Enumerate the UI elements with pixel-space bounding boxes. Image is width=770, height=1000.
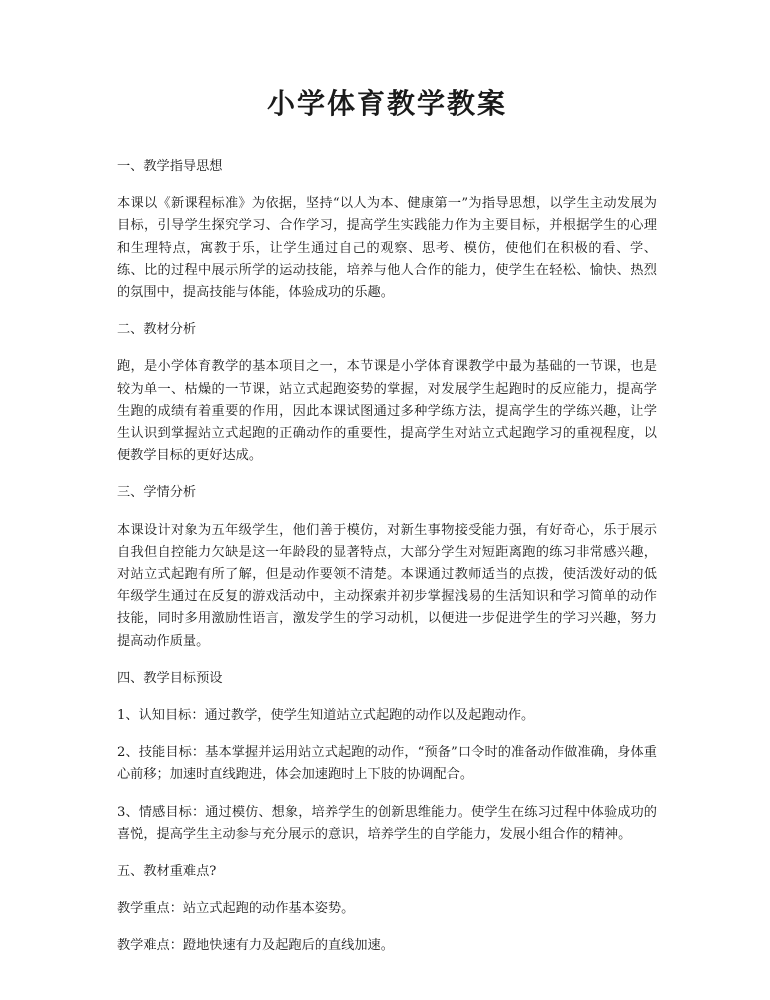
- document-page: [117, 78, 657, 973]
- section-heading-material-analysis: 二、教材分析: [117, 322, 197, 338]
- document-title: 小学体育教学教案: [266, 87, 507, 120]
- section-heading-guiding-ideology: 一、教学指导思想: [117, 159, 223, 174]
- section-heading-key-points: 五、教材重难点?: [117, 864, 217, 880]
- paragraph-skill-goal: 2、技能目标：基本掌握并运用站立式起跑的动作，“预备”口令时的准备动作做准确，身体重心前移；加速时直线跑进，体会加速跑时上下肢的协调配合。: [117, 745, 657, 783]
- section-heading-teaching-goals: 四、教学目标预设: [117, 670, 223, 686]
- paragraph-guiding-ideology: 本课以《新课程标准》为依据，坚持“以人为本、健康第一”为指导思想，以学生主动发展为目标，引导学生探究学习、合作学习，提高学生实践能力作为主要目标，并根据学生的心理和生理特点，寓教于乐，让学生通过自己的观察、思考、模仿，使他们在积极的看、学、练、比的过程中展示所学的运动技能，培养与他人合作的能力，使学生在轻松、愉快、热烈的氛围中，提高技能与体能，体验成功的乐趣。: [117, 196, 657, 301]
- paragraph-teaching-difficulty: 教学难点：蹬地快速有力及起跑后的直线加速。: [117, 938, 394, 954]
- paragraph-teaching-focus: 教学重点：站立式起跑的动作基本姿势。: [117, 901, 355, 917]
- paragraph-learner-analysis: 本课设计对象为五年级学生，他们善于模仿，对新生事物接受能力强，有好奇心，乐于展示自我但自控能力欠缺是这一年龄段的显著特点，大部分学生对短距离跑的练习非常感兴趣，对站立式起跑有所了解，但是动作要领不清楚。本课通过教师适当的点拨，使活泼好动的低年级学生通过在反复的游戏活动中，主动探索并初步掌握浅易的生活知识和学习简单的动作技能，同时多用激励性语言，激发学生的学习动机，以便进一步促进学生的学习兴趣，努力提高动作质量。: [117, 522, 657, 649]
- paragraph-cognitive-goal: 1、认知目标：通过教学，使学生知道站立式起跑的动作以及起跑动作。: [117, 708, 535, 724]
- section-heading-learner-analysis: 三、学情分析: [117, 485, 197, 501]
- paragraph-emotional-goal: 3、情感目标：通过模仿、想象，培养学生的创新思维能力。使学生在练习过程中体验成功的喜悦，提高学生主动参与充分展示的意识，培养学生的自学能力，发展小组合作的精神。: [117, 804, 657, 842]
- paragraph-material-analysis: 跑，是小学体育教学的基本项目之一，本节课是小学体育课教学中最为基础的一节课，也是较为单一、枯燥的一节课，站立式起跑姿势的掌握，对发展学生起跑时的反应能力，提高学生跑的成绩有着重要的作用，因此本课试图通过多种学练方法，提高学生的学练兴趣，让学生认识到掌握站立式起跑的正确动作的重要性，提高学生对站立式起跑学习的重视程度，以便教学目标的更好达成。: [117, 359, 657, 464]
